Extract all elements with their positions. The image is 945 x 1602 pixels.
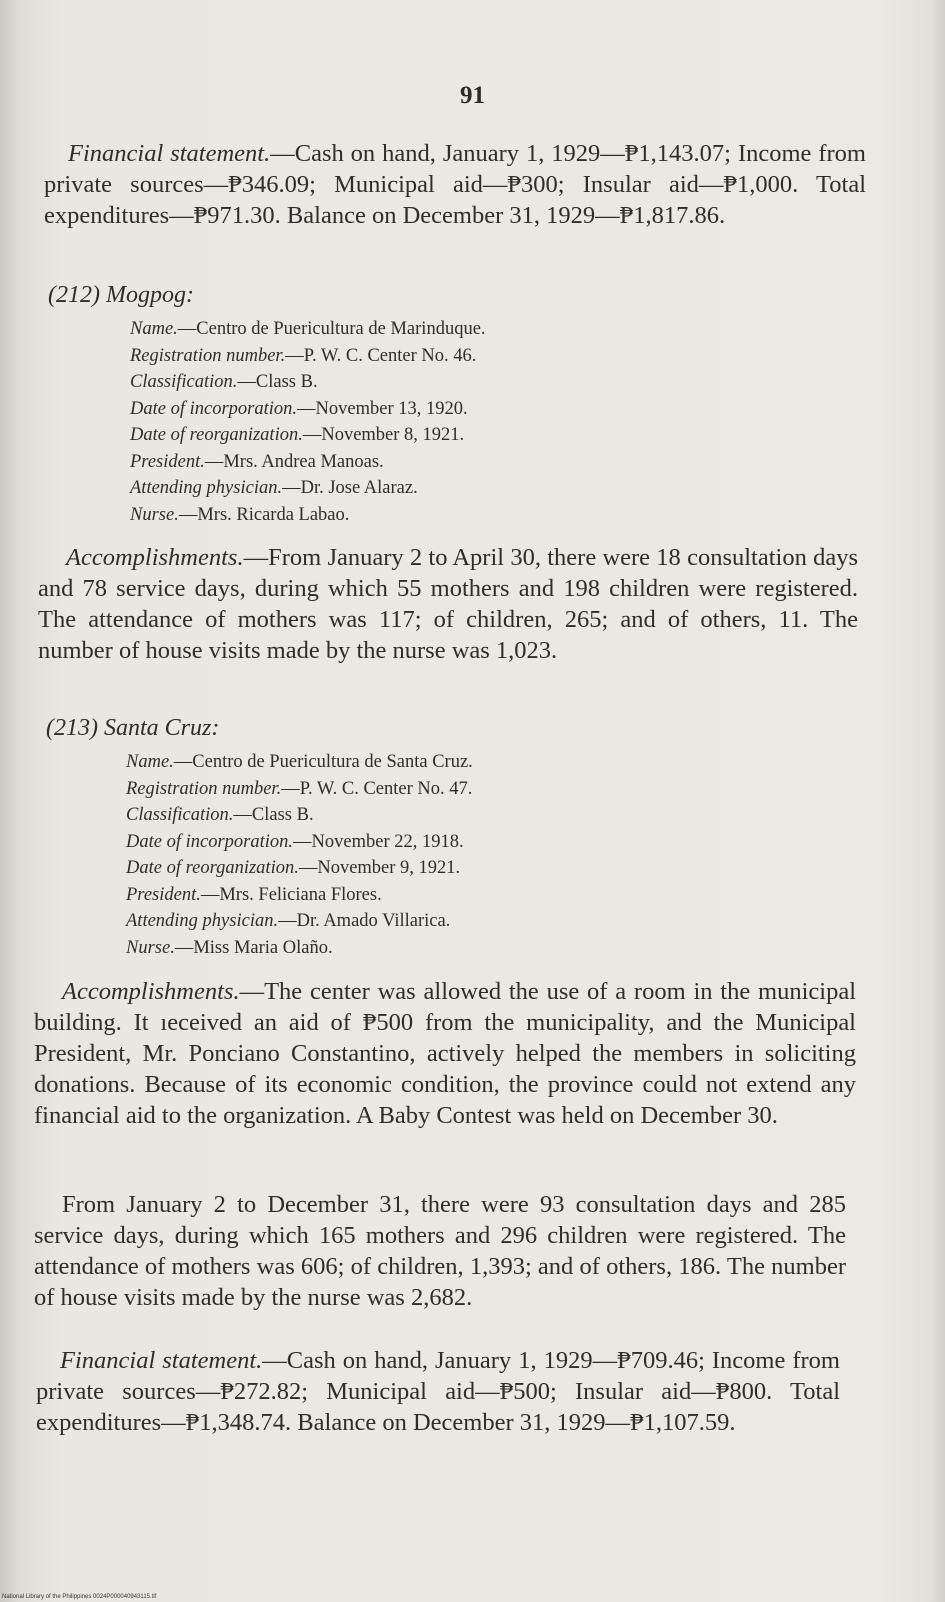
paragraph-lead: Accomplishments. (62, 978, 240, 1005)
detail-label: Date of reorganization. (130, 425, 303, 445)
detail-label: Name. (126, 752, 174, 772)
detail-label: President. (126, 884, 201, 905)
detail-label: Classification. (126, 805, 234, 825)
attendance-paragraph (34, 1189, 846, 1313)
detail-value: —P. W. C. Center No. 47. (281, 778, 473, 799)
paragraph-text: —The center was allowed the use of a room in the municipal building. It ıeceived an aid of ₱500 from the municipality, and the Municipal President, Mr. Ponciano Constantino, actively helped the members in soliciting donations. Because of its economic condition, the province could not extend any financial aid to the organization. A Baby Contest was held on December 30. (34, 978, 856, 1129)
accomplishments-paragraph (38, 542, 858, 666)
detail-value: —Class B. (237, 372, 318, 392)
detail-value: —November 13, 1920. (297, 398, 468, 419)
section-title: Santa Cruz: (103, 715, 220, 741)
detail-label: Date of incorporation. (126, 831, 294, 852)
detail-president (130, 449, 830, 476)
detail-classification (130, 369, 830, 396)
detail-label: Attending physician. (130, 478, 283, 498)
detail-label: Classification. (130, 372, 238, 392)
detail-label: Nurse. (126, 937, 175, 958)
detail-value: —Dr. Amado Villarica. (278, 911, 451, 931)
detail-label: Registration number. (126, 778, 282, 799)
detail-value: —November 22, 1918. (293, 831, 464, 852)
archive-footer-note: National Library of the Philippines 0024P000040943115.tif (2, 1594, 157, 1600)
detail-value: —Dr. Jose Alaraz. (282, 478, 418, 498)
paragraph-lead: Financial statement. (60, 1347, 263, 1374)
detail-value: —Mrs. Feliciana Flores. (200, 884, 382, 905)
detail-label: Registration number. (130, 345, 286, 366)
section-heading-mogpog (48, 282, 194, 309)
detail-name (130, 316, 830, 343)
detail-nurse (130, 502, 830, 529)
detail-date-of-incorporation (126, 829, 826, 856)
detail-value: —P. W. C. Center No. 46. (285, 345, 477, 366)
detail-value: —Centro de Puericultura de Marinduque. (177, 319, 486, 339)
detail-label: Nurse. (130, 504, 179, 525)
detail-value: —November 9, 1921. (298, 858, 461, 878)
detail-value: —Miss Maria Olaño. (174, 937, 333, 958)
detail-registration-number (126, 776, 826, 803)
detail-value: —Mrs. Ricarda Labao. (178, 504, 350, 525)
detail-attending-physician (130, 475, 830, 502)
section-heading-santa-cruz (46, 715, 219, 742)
paragraph-lead: Accomplishments. (66, 544, 244, 571)
section-number: (213) (46, 715, 98, 741)
detail-label: President. (130, 451, 205, 472)
detail-date-of-incorporation (130, 396, 830, 423)
detail-date-of-reorganization (126, 855, 826, 882)
center-details-list (126, 749, 826, 961)
detail-label: Name. (130, 319, 178, 339)
paragraph-text: —From January 2 to April 30, there were 18 consultation days and 78 service days, during which 55 mothers and 198 children were registered. The attendance of mothers was 117; of children, 265; and of others, 11. The number of house visits made by the nurse was 1,023. (38, 544, 858, 664)
detail-value: —Centro de Puericultura de Santa Cruz. (173, 752, 473, 772)
page-number: 91 (460, 82, 485, 109)
section-number: (212) (48, 282, 100, 308)
financial-statement-paragraph (36, 1345, 840, 1438)
paragraph-text: —Cash on hand, January 1, 1929—₱1,143.07; Income from private sources—₱346.09; Municipal aid—₱300; Insular aid—₱1,000. Total expenditures—₱971.30. Balance on December 31, 1929—₱1,817.86. (44, 140, 866, 229)
detail-value: —Class B. (233, 805, 314, 825)
accomplishments-paragraph (34, 976, 856, 1131)
financial-statement-paragraph (44, 138, 866, 231)
center-details-list (130, 316, 830, 528)
detail-nurse (126, 935, 826, 962)
detail-classification (126, 802, 826, 829)
paragraph-lead: Financial statement. (68, 140, 271, 167)
detail-date-of-reorganization (130, 422, 830, 449)
detail-attending-physician (126, 908, 826, 935)
detail-label: Attending physician. (126, 911, 279, 931)
detail-label: Date of incorporation. (130, 398, 298, 419)
detail-label: Date of reorganization. (126, 858, 299, 878)
detail-president (126, 882, 826, 909)
detail-value: —Mrs. Andrea Manoas. (204, 451, 384, 472)
section-title: Mogpog: (105, 282, 194, 308)
detail-value: —November 8, 1921. (302, 425, 465, 445)
paragraph-text: —Cash on hand, January 1, 1929—₱709.46; Income from private sources—₱272.82; Municipal aid—₱500; Insular aid—₱800. Total expenditures—₱1,348.74. Balance on December 31, 1929—₱1,107.59. (36, 1347, 840, 1436)
detail-name (126, 749, 826, 776)
detail-registration-number (130, 343, 830, 370)
paragraph-text: From January 2 to December 31, there were 93 consultation days and 285 service days, during which 165 mothers and 296 children were registered. The attendance of mothers was 606; of children, 1,393; and of others, 186. The number of house visits made by the nurse was 2,682. (34, 1191, 846, 1311)
